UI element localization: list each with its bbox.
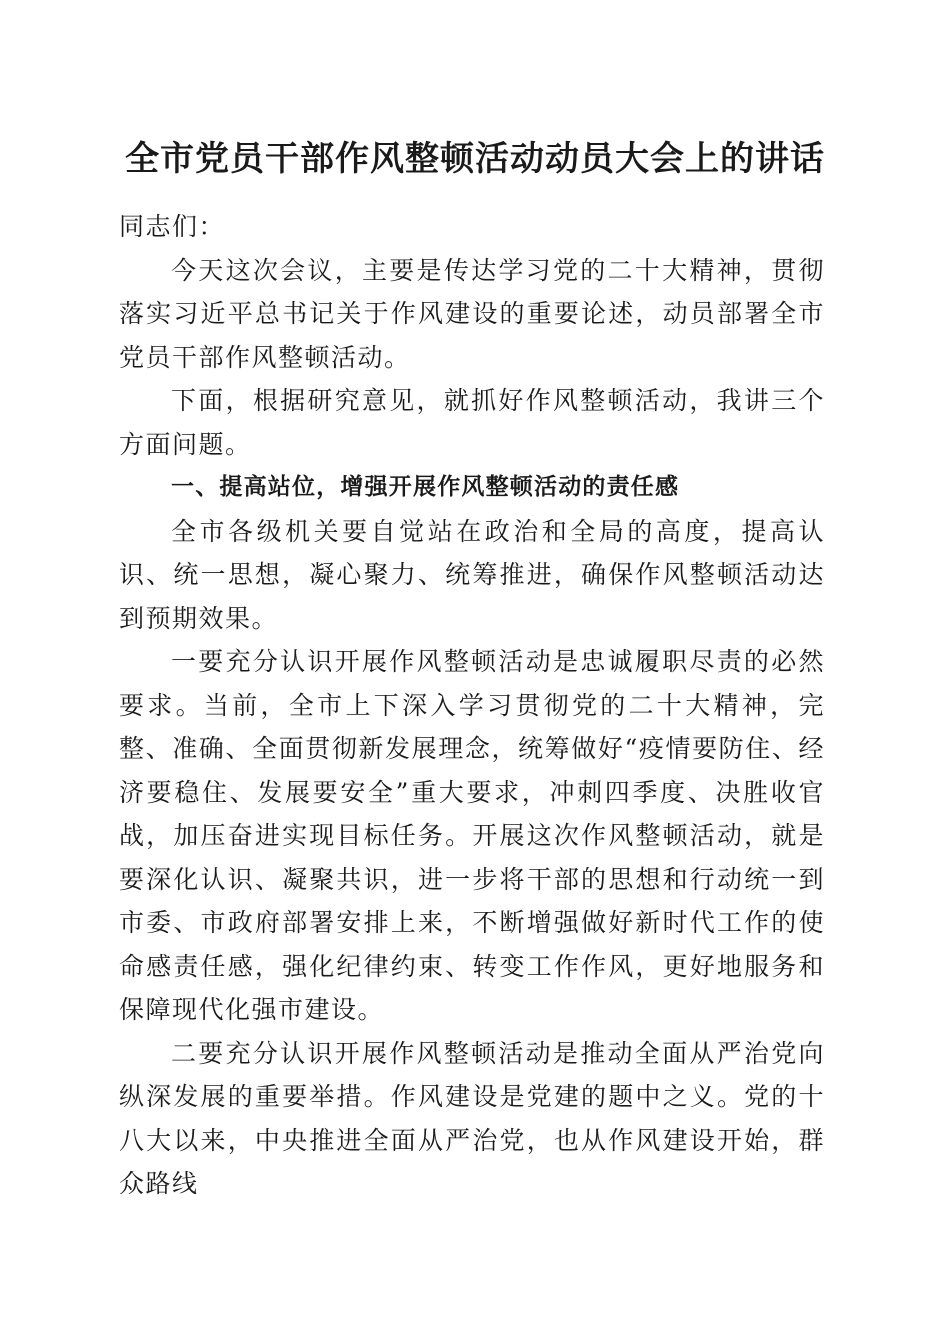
section-heading-1: 一、提高站位，增强开展作风整顿活动的责任感 — [171, 474, 680, 500]
paragraph-point-one: 一要充分认识开展作风整顿活动是忠诚履职尽责的必然要求。当前，全市上下深入学习贯彻党的二十大精神，完整、准确、全面贯彻新发展理念，统筹做好“疫情要防住、经济要稳住、发展要安全”重大要求，冲刺四季度、决胜收官战，加压奋进实现目标任务。开展这次作风整顿活动，就是要深化认识、凝聚共识，进一步将干部的思想和行动统一到市委、市政府部署安排上来，不断增强做好新时代工作的使命感责任感，强化纪律约束、转变工作作风，更好地服务和保障现代化强市建设。 — [119, 647, 825, 1024]
salutation: 同志们： — [119, 212, 226, 241]
document-title: 全市党员干部作风整顿活动动员大会上的讲话 — [125, 139, 825, 179]
document-body — [119, 205, 825, 1206]
paragraph-section-intro: 全市各级机关要自觉站在政治和全局的高度，提高认识、统一思想，凝心聚力、统筹推进，确保作风整顿活动达到预期效果。 — [119, 516, 825, 633]
paragraph-three-issues: 下面，根据研究意见，就抓好作风整顿活动，我讲三个方面问题。 — [119, 386, 825, 459]
paragraph-point-two: 二要充分认识开展作风整顿活动是推动全面从严治党向纵深发展的重要举措。作风建设是党建的题中之义。党的十八大以来，中央推进全面从严治党，也从作风建设开始，群众路线 — [119, 1038, 825, 1198]
paragraph-meeting-purpose: 今天这次会议，主要是传达学习党的二十大精神，贯彻落实习近平总书记关于作风建设的重要论述，动员部署全市党员干部作风整顿活动。 — [119, 255, 825, 372]
